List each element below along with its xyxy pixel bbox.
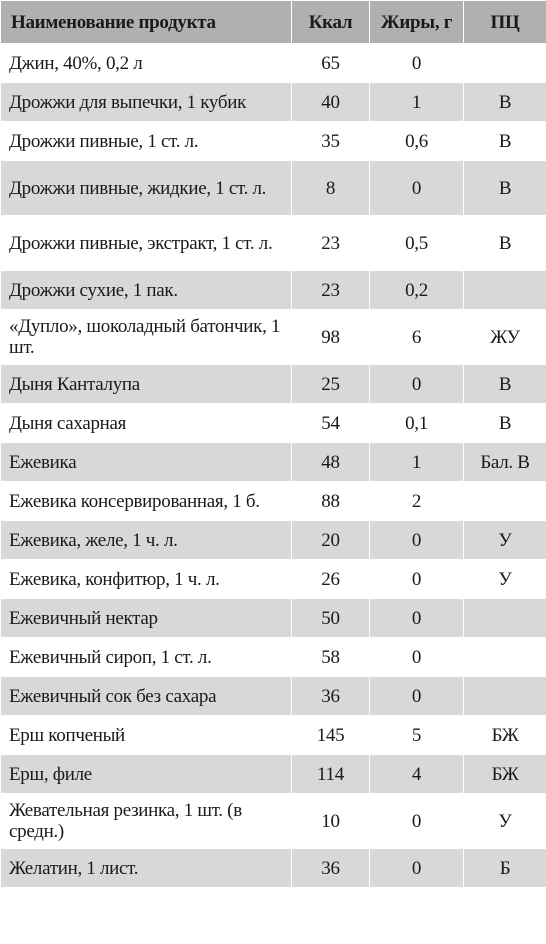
cell-kcal: 35: [292, 122, 370, 161]
cell-pc: У: [464, 560, 546, 599]
cell-kcal: 98: [292, 310, 370, 365]
cell-name: Ежевика: [1, 443, 292, 482]
cell-fat: 4: [370, 755, 464, 794]
cell-fat: 0,5: [370, 216, 464, 271]
table-row: [1, 794, 546, 849]
cell-pc: ЖУ: [464, 310, 546, 365]
table-row: [1, 122, 546, 161]
cell-name: Ежевика консервированная, 1 б.: [1, 482, 292, 521]
cell-fat: 1: [370, 83, 464, 122]
cell-name: Дрожжи сухие, 1 пак.: [1, 271, 292, 310]
cell-kcal: 25: [292, 365, 370, 404]
cell-fat: 0: [370, 44, 464, 83]
cell-fat: 0: [370, 161, 464, 216]
header-name: Наименование продукта: [1, 1, 292, 44]
table-row: [1, 482, 546, 521]
cell-fat: 0: [370, 849, 464, 888]
table-row: [1, 560, 546, 599]
cell-pc: [464, 44, 546, 83]
cell-kcal: 36: [292, 849, 370, 888]
cell-pc: Бал. В: [464, 443, 546, 482]
table-row: [1, 44, 546, 83]
cell-pc: [464, 482, 546, 521]
cell-pc: В: [464, 216, 546, 271]
cell-kcal: 48: [292, 443, 370, 482]
cell-kcal: 10: [292, 794, 370, 849]
cell-fat: 0: [370, 677, 464, 716]
cell-name: Джин, 40%, 0,2 л: [1, 44, 292, 83]
table-row: [1, 365, 546, 404]
cell-kcal: 26: [292, 560, 370, 599]
header-pc: ПЦ: [464, 1, 546, 44]
cell-name: Дрожжи для выпечки, 1 кубик: [1, 83, 292, 122]
cell-pc: БЖ: [464, 755, 546, 794]
cell-pc: У: [464, 521, 546, 560]
cell-kcal: 50: [292, 599, 370, 638]
cell-kcal: 36: [292, 677, 370, 716]
table-row: [1, 521, 546, 560]
cell-fat: 5: [370, 716, 464, 755]
cell-pc: [464, 677, 546, 716]
cell-kcal: 54: [292, 404, 370, 443]
cell-fat: 0,1: [370, 404, 464, 443]
cell-kcal: 145: [292, 716, 370, 755]
cell-name: Ежевичный сок без сахара: [1, 677, 292, 716]
cell-name: Ерш копченый: [1, 716, 292, 755]
cell-fat: 0: [370, 560, 464, 599]
cell-pc: В: [464, 404, 546, 443]
cell-fat: 0: [370, 794, 464, 849]
table-row: [1, 83, 546, 122]
cell-kcal: 20: [292, 521, 370, 560]
header-row: [1, 1, 546, 44]
cell-name: Ежевика, желе, 1 ч. л.: [1, 521, 292, 560]
cell-name: Дыня сахарная: [1, 404, 292, 443]
cell-pc: В: [464, 83, 546, 122]
table-row: [1, 638, 546, 677]
cell-fat: 1: [370, 443, 464, 482]
header-kcal: Ккал: [292, 1, 370, 44]
table-row: [1, 404, 546, 443]
cell-fat: 0: [370, 521, 464, 560]
cell-name: Ежевичный нектар: [1, 599, 292, 638]
cell-fat: 6: [370, 310, 464, 365]
cell-fat: 0: [370, 599, 464, 638]
cell-fat: 0,6: [370, 122, 464, 161]
cell-name: Желатин, 1 лист.: [1, 849, 292, 888]
cell-kcal: 23: [292, 216, 370, 271]
cell-name: Дыня Канталупа: [1, 365, 292, 404]
header-fat: Жиры, г: [370, 1, 464, 44]
cell-pc: Б: [464, 849, 546, 888]
cell-kcal: 23: [292, 271, 370, 310]
cell-pc: [464, 271, 546, 310]
cell-pc: В: [464, 122, 546, 161]
cell-name: «Дупло», шоколадный батончик, 1 шт.: [1, 310, 292, 365]
cell-name: Ежевика, конфитюр, 1 ч. л.: [1, 560, 292, 599]
cell-pc: [464, 638, 546, 677]
cell-kcal: 114: [292, 755, 370, 794]
table-row: [1, 216, 546, 271]
cell-name: Дрожжи пивные, жидкие, 1 ст. л.: [1, 161, 292, 216]
cell-kcal: 58: [292, 638, 370, 677]
cell-kcal: 88: [292, 482, 370, 521]
cell-fat: 0: [370, 638, 464, 677]
cell-fat: 0: [370, 365, 464, 404]
cell-pc: БЖ: [464, 716, 546, 755]
table-row: [1, 677, 546, 716]
cell-kcal: 65: [292, 44, 370, 83]
table-row: [1, 310, 546, 365]
table-row: [1, 161, 546, 216]
cell-name: Ежевичный сироп, 1 ст. л.: [1, 638, 292, 677]
cell-name: Дрожжи пивные, экстракт, 1 ст. л.: [1, 216, 292, 271]
cell-fat: 0,2: [370, 271, 464, 310]
table-row: [1, 599, 546, 638]
cell-kcal: 40: [292, 83, 370, 122]
cell-pc: В: [464, 161, 546, 216]
table-row: [1, 716, 546, 755]
cell-name: Дрожжи пивные, 1 ст. л.: [1, 122, 292, 161]
cell-pc: В: [464, 365, 546, 404]
cell-name: Ерш, филе: [1, 755, 292, 794]
cell-fat: 2: [370, 482, 464, 521]
table-row: [1, 443, 546, 482]
cell-pc: У: [464, 794, 546, 849]
cell-name: Жевательная резинка, 1 шт. (в средн.): [1, 794, 292, 849]
cell-kcal: 8: [292, 161, 370, 216]
table-row: [1, 849, 546, 888]
table-row: [1, 271, 546, 310]
table-row: [1, 755, 546, 794]
cell-pc: [464, 599, 546, 638]
